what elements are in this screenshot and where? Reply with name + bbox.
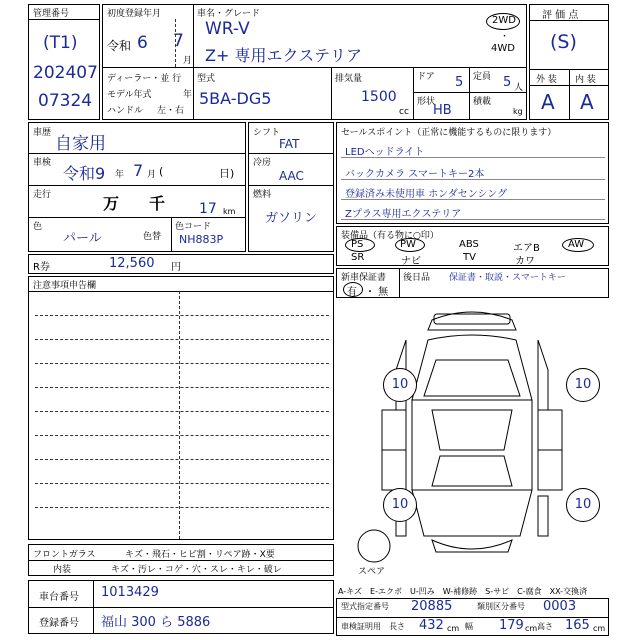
notes-box xyxy=(28,276,334,540)
capacity-unit: 人 xyxy=(514,83,524,93)
history-box xyxy=(28,122,246,252)
color-code-label: 色コード xyxy=(175,222,212,232)
width-value: 179 xyxy=(499,618,524,633)
recycle-unit: 円 xyxy=(171,262,181,273)
later-items-value: 保証書・取説・スマートキー xyxy=(449,273,566,283)
shaken-day-unit: 日) xyxy=(219,167,235,180)
drive-2wd: 2WD xyxy=(492,15,516,26)
chassis-value: 1013429 xyxy=(101,585,159,600)
equip-ps: PS xyxy=(351,239,364,250)
notes-label: 注意事項申告欄 xyxy=(33,281,97,291)
mileage-value: 17 xyxy=(199,201,217,217)
mgmt-number-1: 202407 xyxy=(33,63,98,83)
grade-label: 評 価 点 xyxy=(542,10,579,21)
recycle-value: 12,560 xyxy=(109,256,155,271)
interior-grade: A xyxy=(580,90,594,114)
color-value: パール xyxy=(63,231,102,246)
drive-4wd: 4WD xyxy=(491,43,515,54)
grade-box xyxy=(529,4,609,120)
type-spec-box xyxy=(336,598,609,636)
vehicle-info-box xyxy=(102,4,527,120)
engine-value: 1500 xyxy=(361,89,397,105)
dealer-label: ディーラー・並 行 xyxy=(107,74,182,84)
class-number-value: 0003 xyxy=(543,599,577,614)
model-value: 5BA-DG5 xyxy=(199,89,272,108)
length-label: 長さ xyxy=(389,622,405,631)
fuel-value: ガソリン xyxy=(265,211,318,226)
glass-interior-box xyxy=(28,544,334,576)
mgmt-label: 管理番号 xyxy=(33,9,70,19)
first-reg-era: 令和 xyxy=(107,39,132,53)
model-year-unit: 年 xyxy=(183,90,193,100)
car-name-label: 車名・グレード xyxy=(197,9,261,19)
handle-value: 左・右 xyxy=(157,106,185,116)
spare-label: スペア xyxy=(358,567,386,577)
shift-value: FAT xyxy=(279,137,300,151)
width-label: 幅 xyxy=(465,622,473,631)
interior-value: キズ・汚レ・コゲ・穴・スレ・キレ・破レ xyxy=(111,565,282,575)
mgmt-number-2: 07324 xyxy=(38,91,93,111)
shaken-paren: ( xyxy=(159,165,164,178)
equipment-box xyxy=(336,226,609,266)
shaken-label: 車検 xyxy=(33,158,52,168)
class-number-label: 類別区分番号 xyxy=(477,602,525,611)
warranty-box xyxy=(336,268,609,298)
equipment-label: 装備品（有る物に○印） xyxy=(341,231,439,241)
height-value: 165 xyxy=(565,618,590,633)
car-grade: Z+ 専用エクステリア xyxy=(205,46,362,65)
height-label: 高さ xyxy=(537,622,553,631)
selling-point: バックカメラ スマートキー2本 xyxy=(345,169,485,180)
shaken-year-unit: 年 xyxy=(115,170,125,180)
damage-legend: A-キズ E-エクボ U-凹み W-補修跡 S-サビ C-腐食 XX-交換済 xyxy=(338,587,588,596)
color-label: 色 xyxy=(33,222,43,232)
later-items-label: 後日品 xyxy=(403,273,431,283)
color-swap-label: 色替 xyxy=(143,232,162,242)
selling-point: LEDヘッドライト xyxy=(345,147,425,158)
selling-point: Zプラス専用エクステリア xyxy=(345,209,462,220)
load-unit: kg xyxy=(513,107,523,116)
warranty-has: 有 xyxy=(347,287,357,298)
grade-value: (S) xyxy=(550,31,577,53)
recycle-label: R券 xyxy=(33,262,50,273)
first-reg-year: 6 xyxy=(137,33,148,53)
handle-label: ハンドル xyxy=(107,106,144,116)
car-name: WR-V xyxy=(205,19,250,39)
shaken-month: 7 xyxy=(133,161,144,180)
equip-tv: TV xyxy=(463,252,476,263)
shaken-era: 令和9 xyxy=(63,164,106,183)
shape-value: HB xyxy=(433,103,452,118)
dims-label: 車検証明用 xyxy=(341,622,381,631)
first-reg-month: 7 xyxy=(173,31,184,51)
model-label: 型式 xyxy=(197,74,216,84)
ac-label: 冷房 xyxy=(253,158,272,168)
history-value: 自家用 xyxy=(55,134,106,154)
equip-airbag: エアB xyxy=(513,243,540,254)
shaken-month-unit: 月 xyxy=(147,170,157,180)
model-year-label: モデル年式 xyxy=(107,90,152,100)
chassis-label: 車台番号 xyxy=(39,592,79,603)
first-reg-month-unit: 月 xyxy=(183,56,193,66)
mgmt-t1: (T1) xyxy=(43,33,78,53)
warranty-label: 新車保証書 xyxy=(341,273,387,283)
recycle-box xyxy=(28,254,334,274)
capacity-value: 5 xyxy=(503,75,512,90)
plate-value: 福山 300 ら 5886 xyxy=(101,615,211,630)
shape-label: 形状 xyxy=(417,97,436,107)
equip-sr: SR xyxy=(351,252,365,263)
tire-rear-left: 10 xyxy=(383,488,417,522)
chassis-plate-box xyxy=(28,580,334,634)
exterior-grade: A xyxy=(541,90,555,114)
car-outline-drawing xyxy=(336,300,609,576)
shift-label: シフト xyxy=(253,128,281,138)
ac-value: AAC xyxy=(279,169,304,183)
front-glass-label: フロントガラス xyxy=(33,550,96,560)
car-diagram xyxy=(336,300,609,576)
shift-box xyxy=(248,122,334,252)
equip-navi: ナビ xyxy=(401,256,421,267)
doors-label: ドア xyxy=(417,72,435,82)
mileage-man: 万 xyxy=(103,194,120,213)
first-reg-label: 初度登録年月 xyxy=(107,9,162,19)
history-label: 車歴 xyxy=(33,128,52,138)
warranty-none: ・ 無 xyxy=(365,287,389,298)
type-number-label: 型式指定番号 xyxy=(341,602,389,611)
equip-pw: PW xyxy=(400,239,416,250)
selling-points-box xyxy=(336,122,609,224)
equip-aw: AW xyxy=(568,239,585,250)
length-unit: cm xyxy=(447,624,460,633)
type-number-value: 20885 xyxy=(411,599,453,614)
mileage-unit: km xyxy=(223,207,236,216)
capacity-label: 定員 xyxy=(473,72,492,82)
selling-point: 登録済み未使用車 ホンダセンシング xyxy=(345,189,508,200)
interior-grade-label: 内 装 xyxy=(575,75,596,85)
color-code: NH883P xyxy=(179,233,224,246)
drive-dot: ・ xyxy=(500,32,510,42)
tire-front-right: 10 xyxy=(566,368,600,402)
engine-unit: cc xyxy=(399,107,409,117)
length-value: 432 xyxy=(419,618,444,633)
equip-abs: ABS xyxy=(459,239,479,250)
mileage-label: 走行 xyxy=(33,190,52,200)
selling-points-label: セールスポイント（正常に機能するものに限ります） xyxy=(341,128,557,138)
exterior-label: 外 装 xyxy=(536,75,557,85)
interior-label: 内装 xyxy=(53,565,72,575)
plate-label: 登録番号 xyxy=(39,618,79,629)
height-unit: cm xyxy=(593,624,606,633)
load-label: 積載 xyxy=(473,97,492,107)
mileage-sen: 千 xyxy=(149,194,166,213)
tire-rear-right: 10 xyxy=(566,488,600,522)
front-glass-value: キズ・飛石・ヒビ割・リペア跡・X要 xyxy=(125,550,275,560)
engine-label: 排気量 xyxy=(335,74,363,84)
mgmt-box xyxy=(28,4,100,120)
doors-value: 5 xyxy=(455,75,464,90)
fuel-label: 燃料 xyxy=(253,190,272,200)
equip-leather: カワ xyxy=(515,256,535,267)
tire-front-left: 10 xyxy=(383,368,417,402)
width-unit: cm xyxy=(525,624,538,633)
